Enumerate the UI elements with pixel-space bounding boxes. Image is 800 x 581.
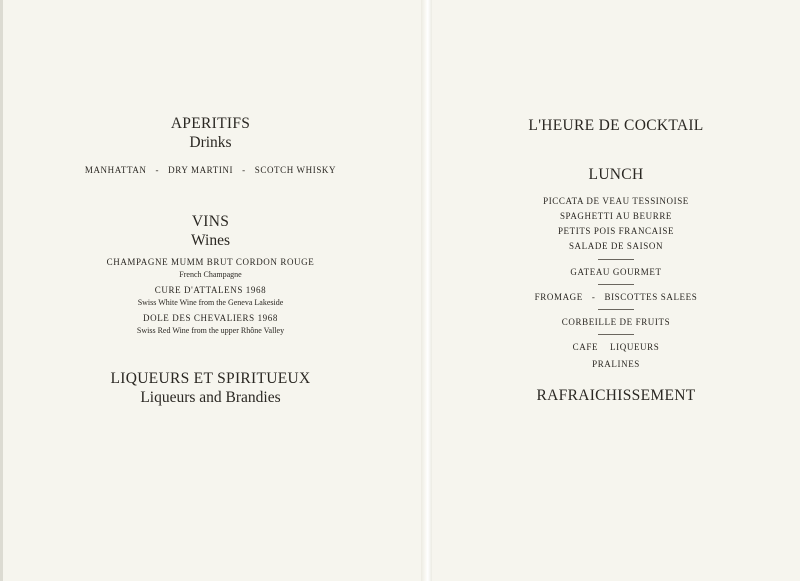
wines-title: VINS (191, 213, 230, 230)
wine-name: DOLE DES CHEVALIERS 1968 (143, 313, 278, 323)
fruit-item: CORBEILLE DE FRUITS (561, 317, 671, 327)
dish-item: PETITS POIS FRANCAISE (557, 226, 675, 236)
wine-description: Swiss White Wine from the Geneva Lakeside (137, 298, 284, 307)
dessert-item: GATEAU GOURMET (570, 267, 662, 277)
course-divider (598, 284, 634, 285)
course-divider (598, 309, 634, 310)
liqueurs-item: LIQUEURS (610, 342, 660, 352)
course-divider (598, 334, 634, 335)
cocktail-title: L'HEURE DE COCKTAIL (528, 117, 704, 134)
aperitif-item: DRY MARTINI (168, 165, 234, 175)
liqueurs-section (0, 369, 421, 407)
coffee-course (432, 341, 800, 354)
dish-item: SALADE DE SAISON (568, 241, 664, 251)
wine-list (0, 256, 421, 336)
coffee-item: CAFE (572, 342, 599, 352)
wine-name: CHAMPAGNE MUMM BRUT CORDON ROUGE (106, 257, 315, 267)
item-separator: - (242, 165, 246, 175)
item-separator: - (591, 292, 596, 302)
aperitif-item: MANHATTAN (84, 165, 147, 175)
item-separator: - (155, 165, 160, 175)
wine-description: Swiss Red Wine from the upper Rhône Valley (136, 326, 285, 335)
right-page (432, 0, 800, 581)
refreshment-title: RAFRAICHISSEMENT (536, 387, 696, 404)
biscuit-item: BISCOTTES SALEES (604, 292, 698, 302)
aperitifs-subtitle: Drinks (189, 134, 232, 151)
lunch-mains (432, 194, 800, 254)
dish-item: PICCATA DE VEAU TESSINOISE (543, 196, 689, 206)
course-divider (598, 259, 634, 260)
aperitifs-section (0, 114, 421, 177)
wines-subtitle: Wines (191, 232, 230, 249)
wine-name: CURE D'ATTALENS 1968 (154, 285, 267, 295)
pralines-item: PRALINES (592, 359, 640, 369)
dish-item: SPAGHETTI AU BEURRE (559, 211, 673, 221)
liqueurs-title: LIQUEURS ET SPIRITUEUX (110, 370, 311, 387)
page-gutter (421, 0, 432, 581)
wines-section (0, 212, 421, 336)
aperitifs-list (0, 164, 421, 177)
cheese-course (432, 291, 800, 304)
aperitif-item: SCOTCH WHISKY (254, 165, 337, 175)
wine-description: French Champagne (179, 270, 242, 279)
aperitifs-title: APERITIFS (170, 115, 251, 132)
lunch-section (432, 165, 800, 371)
cheese-item: FROMAGE (534, 292, 583, 302)
liqueurs-subtitle: Liqueurs and Brandies (140, 389, 281, 406)
refreshment-section (432, 386, 800, 405)
cocktail-section (432, 116, 800, 135)
lunch-title: LUNCH (588, 166, 644, 183)
